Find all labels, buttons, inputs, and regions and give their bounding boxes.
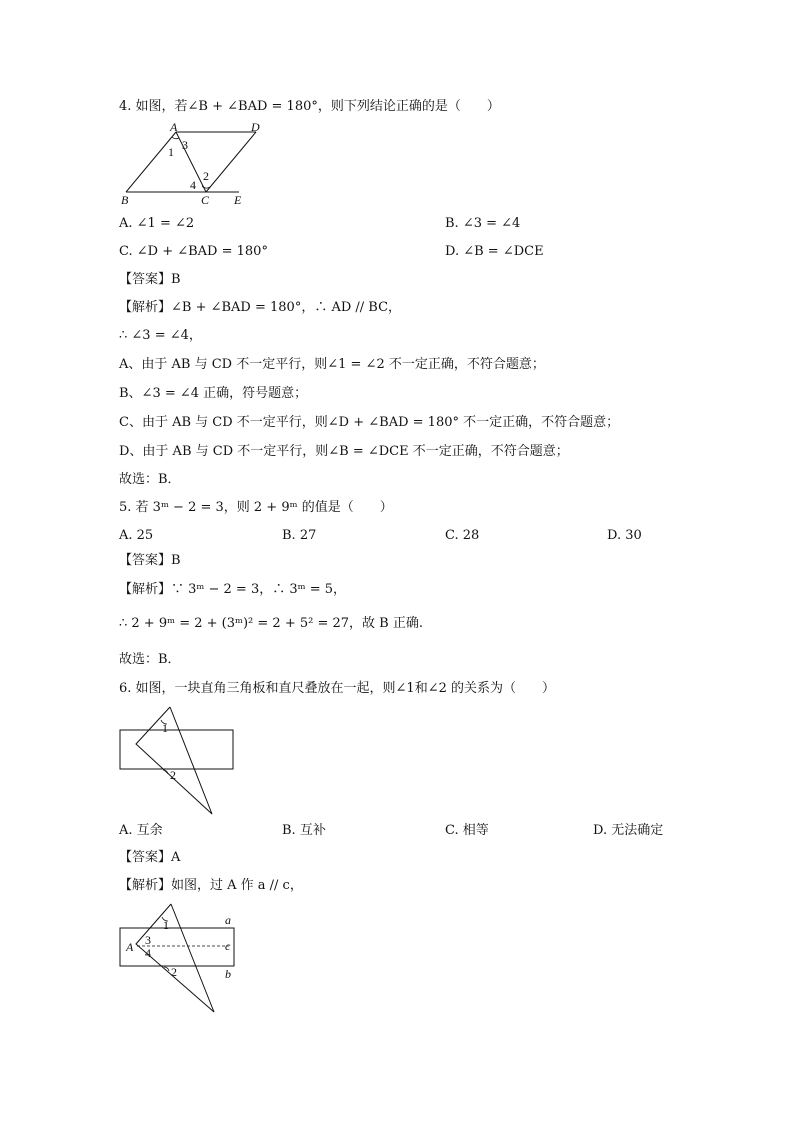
q4-figure bbox=[119, 122, 269, 207]
q6-option-b: B. 互补 bbox=[282, 823, 326, 838]
q4-angle-2: 2 bbox=[203, 169, 209, 183]
q4-label-D: D bbox=[251, 120, 260, 134]
q6b-label-c: c bbox=[225, 939, 231, 953]
q4-analysis-7: 故选：B． bbox=[119, 472, 181, 487]
q5-stem: 5. 若 3ᵐ − 2 = 3，则 2 + 9ᵐ 的值是（ ） bbox=[119, 500, 393, 515]
q5-analysis-1: 【解析】∵ 3ᵐ − 2 = 3，∴ 3ᵐ = 5， bbox=[119, 582, 347, 597]
q5-analysis-2: ∴ 2 + 9ᵐ = 2 + (3ᵐ)² = 2 + 5² = 27，故 B 正确. bbox=[119, 616, 423, 631]
q6b-angle-3: 3 bbox=[145, 933, 151, 947]
q4-angle-3: 3 bbox=[182, 138, 188, 152]
q4-option-a: A. ∠1 = ∠2 bbox=[119, 216, 195, 231]
q5-option-a: A. 25 bbox=[119, 528, 154, 543]
q6-option-c: C. 相等 bbox=[445, 823, 489, 838]
q4-label-A: A bbox=[170, 120, 178, 134]
q6-analysis-1: 【解析】如图，过 A 作 a // c， bbox=[119, 878, 303, 893]
q4-option-c: C. ∠D + ∠BAD = 180° bbox=[119, 244, 268, 259]
q5-option-d: D. 30 bbox=[607, 528, 642, 543]
q6b-label-A: A bbox=[126, 940, 134, 954]
q4-analysis-5: C、由于 AB 与 CD 不一定平行，则∠D + ∠BAD = 180° 不一定正确，不符合题意； bbox=[119, 415, 620, 430]
q4-option-d: D. ∠B = ∠DCE bbox=[445, 244, 544, 259]
q6-angle-2: 2 bbox=[170, 768, 176, 782]
q6b-label-b: b bbox=[225, 967, 231, 981]
q5-option-c: C. 28 bbox=[445, 528, 480, 543]
q6b-angle-1: 1 bbox=[163, 918, 169, 932]
q6-angle-1: 1 bbox=[162, 721, 168, 735]
q4-label-B: B bbox=[121, 193, 129, 207]
q4-analysis-1: 【解析】∠B + ∠BAD = 180°，∴ AD // BC， bbox=[119, 300, 402, 315]
q6-option-d: D. 无法确定 bbox=[593, 823, 664, 838]
q5-option-b: B. 27 bbox=[282, 528, 317, 543]
q4-stem: 4. 如图，若∠B + ∠BAD = 180°，则下列结论正确的是（ ） bbox=[119, 99, 500, 114]
q4-analysis-2: ∴ ∠3 = ∠4， bbox=[119, 328, 202, 343]
q4-analysis-4: B、∠3 = ∠4 正确，符号题意； bbox=[119, 386, 308, 401]
q6b-label-a: a bbox=[225, 913, 231, 927]
q6-option-a: A. 互余 bbox=[119, 823, 163, 838]
q4-answer: 【答案】B bbox=[119, 272, 181, 287]
q4-option-b: B. ∠3 = ∠4 bbox=[445, 216, 521, 231]
q6-figure bbox=[119, 706, 239, 816]
q6-analysis-figure bbox=[119, 902, 244, 1014]
q4-analysis-6: D、由于 AB 与 CD 不一定平行，则∠B = ∠DCE 不一定正确，不符合题意； bbox=[119, 444, 569, 459]
q4-label-E: E bbox=[234, 193, 242, 207]
q6b-angle-2: 2 bbox=[171, 965, 177, 979]
q4-analysis-3: A、由于 AB 与 CD 不一定平行，则∠1 = ∠2 不一定正确，不符合题意； bbox=[119, 357, 545, 372]
q5-answer: 【答案】B bbox=[119, 553, 181, 568]
q4-label-C: C bbox=[201, 193, 210, 207]
q6-stem: 6. 如图，一块直角三角板和直尺叠放在一起，则∠1和∠2 的关系为（ ） bbox=[119, 681, 555, 696]
q6-answer: 【答案】A bbox=[119, 850, 181, 865]
q4-angle-4: 4 bbox=[190, 178, 196, 192]
q6b-angle-4: 4 bbox=[145, 946, 151, 960]
q4-angle-1: 1 bbox=[168, 145, 174, 159]
q5-analysis-3: 故选：B． bbox=[119, 652, 181, 667]
